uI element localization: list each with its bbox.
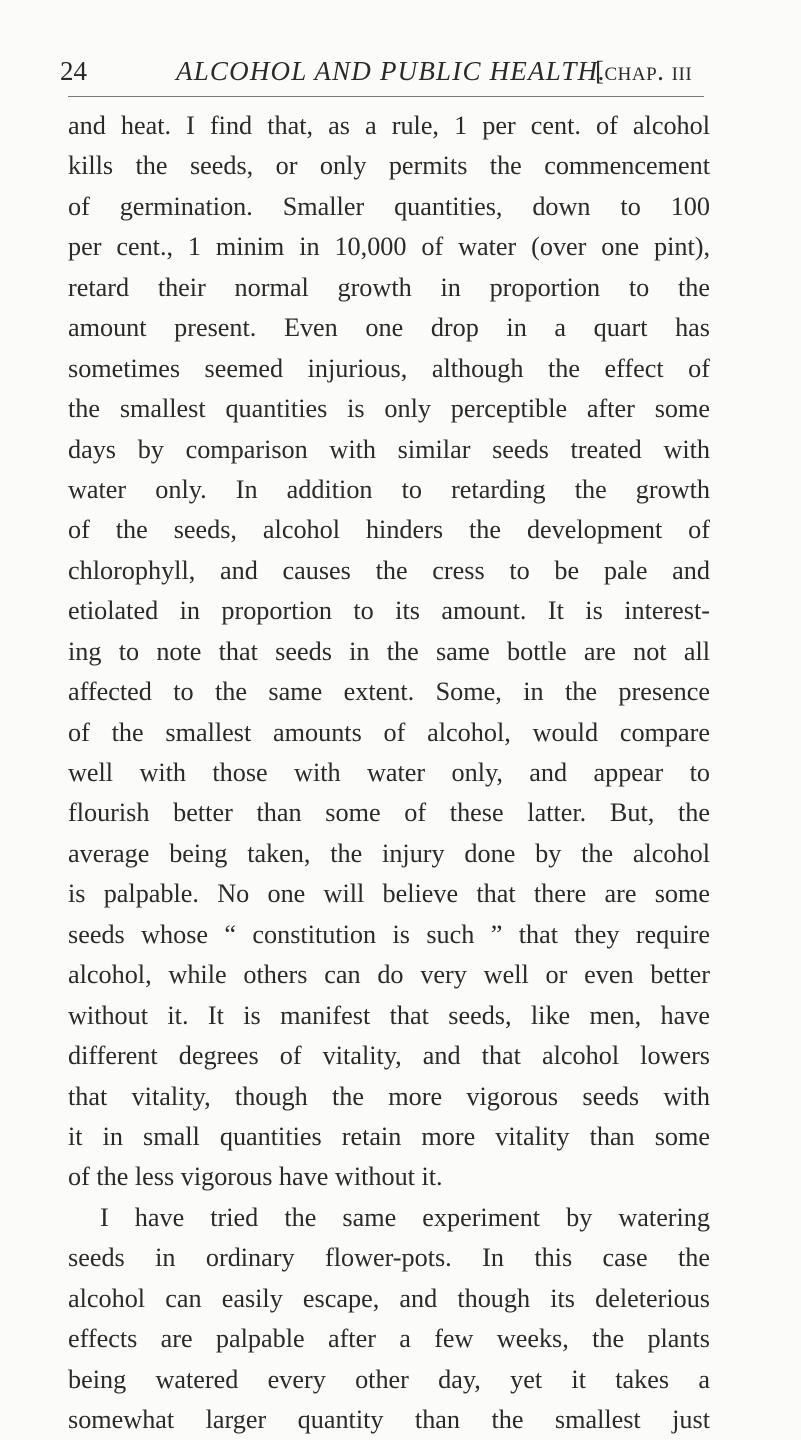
text-line: days by comparison with similar seeds treated with <box>68 434 710 464</box>
text-line: ing to note that seeds in the same bottle are not all <box>68 636 710 666</box>
text-line: seeds in ordinary flower-pots. In this case the <box>68 1243 710 1273</box>
text-line: seeds whose “ constitution is such ” that they require <box>68 919 710 949</box>
text-line: of germination. Smaller quantities, down to 100 <box>68 191 710 221</box>
running-head <box>60 48 700 94</box>
text-line: amount present. Even one drop in a quart has <box>68 313 710 343</box>
text-line: affected to the same extent. Some, in the presence <box>68 677 710 707</box>
text-line: and heat. I find that, as a rule, 1 per cent. of alcohol <box>68 111 710 140</box>
text-line: per cent., 1 minim in 10,000 of water (over one pint), <box>68 232 710 262</box>
paragraph-end-line: of the less vigorous have without it. <box>68 1162 443 1192</box>
text-line: being watered every other day, yet it takes a <box>68 1364 710 1394</box>
text-line: average being taken, the injury done by the alcohol <box>68 838 710 868</box>
body-text <box>68 106 710 1440</box>
text-line: of the smallest amounts of alcohol, would compare <box>68 717 710 747</box>
text-line: well with those with water only, and appear to <box>68 758 710 787</box>
page-number: 24 <box>60 56 87 86</box>
text-line: without it. It is manifest that seeds, like men, have <box>68 1000 710 1030</box>
text-line: chlorophyll, and causes the cress to be pale and <box>68 555 710 585</box>
text-line: of the seeds, alcohol hinders the development of <box>68 515 710 545</box>
text-line: alcohol can easily escape, and though its deleterious <box>68 1283 710 1313</box>
text-line: the smallest quantities is only perceptible after some <box>68 394 710 424</box>
text-line: retard their normal growth in proportion to the <box>68 272 710 302</box>
header-rule <box>68 96 704 97</box>
text-line: alcohol, while others can do very well or even better <box>68 960 710 990</box>
text-line: somewhat larger quantity than the smallest just <box>68 1405 710 1434</box>
chapter-label: [chap. iii <box>595 56 693 86</box>
text-line: etiolated in proportion to its amount. It is interest- <box>68 596 710 626</box>
text-line: that vitality, though the more vigorous seeds with <box>68 1081 710 1111</box>
text-line: different degrees of vitality, and that alcohol lowers <box>68 1041 710 1071</box>
text-line: water only. In addition to retarding the growth <box>68 474 710 504</box>
running-title: ALCOHOL AND PUBLIC HEALTH. <box>176 56 607 86</box>
text-line: is palpable. No one will believe that there are some <box>68 879 710 909</box>
text-line: flourish better than some of these latter. But, the <box>68 798 710 828</box>
paragraph-first-line: I have tried the same experiment by watering <box>100 1202 710 1232</box>
text-line: effects are palpable after a few weeks, the plants <box>68 1324 710 1354</box>
text-line: it in small quantities retain more vitality than some <box>68 1121 710 1151</box>
text-line: kills the seeds, or only permits the commencement <box>68 151 710 181</box>
text-line: sometimes seemed injurious, although the effect of <box>68 353 710 383</box>
